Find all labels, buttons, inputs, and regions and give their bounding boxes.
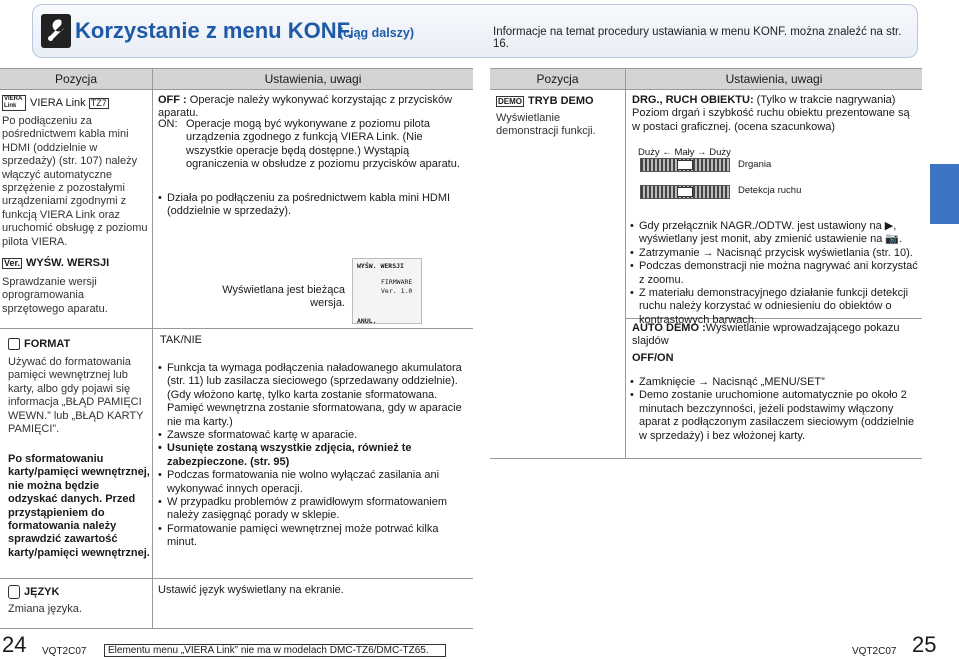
header-ustawienia-left: Ustawienia, uwagi <box>153 68 473 90</box>
auto-demo <box>632 322 920 349</box>
auto-demo-label: AUTO DEMO : <box>632 322 706 334</box>
divider <box>152 68 153 628</box>
footer-note: Elementu menu „VIERA Link” nie ma w modelach DMC-TZ6/DMC-TZ65. <box>104 644 446 657</box>
format-bullets <box>158 362 466 550</box>
format-bullet: • Funkcja ta wymaga podłączenia naładowanego akumulatora (str. 11) lub zasilacza sieciowego (sprzedawany oddzielnie). (Gdy włożono kartę, tylko karta zostanie sformatowana. Pamięć wewnętrzna zostanie sformatowana, gdy w aparacie nie ma karty.) <box>158 362 466 429</box>
doc-code-right: VQT2C07 <box>852 646 897 657</box>
format-bullet: • Usunięte zostaną wszystkie zdjęcia, również te zabezpieczone. (str. 95) <box>158 442 466 469</box>
screen-title: WYŚW. WERSJI <box>357 262 404 270</box>
page-number-left: 24 <box>2 632 27 657</box>
viera-link-label: VIERA Link <box>30 96 86 109</box>
format-desc: Używać do formatowania pamięci wewnętrznej lub karty, albo gdy pojawi się informacja „BŁĄD PAMIĘCI WEWN.” lub „BŁĄD KARTY PAMIĘCI”. <box>8 356 144 436</box>
demo-icon: DEMO <box>498 96 522 106</box>
demo-bullets <box>630 220 920 327</box>
format-bullet: • Zawsze sformatować kartę w aparacie. <box>158 429 466 442</box>
divider <box>0 578 473 579</box>
format-options: TAK/NIE <box>160 334 202 346</box>
viera-link-icon: VIERA Link <box>2 95 26 111</box>
version-note: Wyświetlana jest bieżąca wersja. <box>222 284 345 310</box>
language-item <box>8 585 148 599</box>
format-warning: Po sformatowaniu karty/pamięci wewnętrznej, nie można będzie odzyskać danych. Przed przystąpieniem do formatowania należy sprawdzić zawartość karty/pamięci wewnętrznej. <box>8 453 150 559</box>
viera-on-text: Operacje mogą być wykonywane z poziomu pilota urządzenia zgodnego z funkcją VIERA Link. (Nie wszystkie operacje będą dostępne.) Wystąpią ograniczenia w obsłudze z poziomu przycisków aparatu. <box>186 118 460 171</box>
format-item <box>8 338 148 351</box>
divider <box>0 328 473 329</box>
scale-large: Duży <box>638 147 660 158</box>
drgania-label: Drgania <box>738 159 772 170</box>
drg-block <box>632 94 920 134</box>
scale-small: Mały <box>674 147 695 158</box>
header-pozycja-right: Pozycja <box>490 68 625 90</box>
screen-firmware: FIRMWARE <box>381 278 413 286</box>
header-ustawienia-right: Ustawienia, uwagi <box>626 68 922 90</box>
page-title: Korzystanie z menu KONF. <box>75 18 354 43</box>
format-bullet: • W przypadku problemów z prawidłowym sformatowaniem należy zasięgnąć porady w sklepie. <box>158 496 466 523</box>
language-desc: Zmiana języka. <box>8 603 82 615</box>
viera-bullets <box>158 192 458 219</box>
screen-ver: Ver. 1.0 <box>381 287 413 295</box>
version-desc: Sprawdzanie wersji oprogramowania sprzętowego aparatu. <box>2 276 108 315</box>
title-continued: (ciąg dalszy) <box>339 26 415 40</box>
language-icon <box>8 585 20 599</box>
language-setting: Ustawić język wyświetlany na ekranie. <box>158 584 344 596</box>
wrench-icon <box>41 14 71 48</box>
demo-bullet: • Podczas demonstracji nie można nagrywać ani korzystać z zoomu. <box>630 260 920 287</box>
detekcja-label: Detekcja ruchu <box>738 185 802 196</box>
header-pozycja-left: Pozycja <box>0 68 152 90</box>
version-item <box>2 257 150 270</box>
screen-cancel: ANUL. <box>357 317 377 325</box>
drg-text: (Tylko w trakcie nagrywania) Poziom drgań i szybkość ruchu obiektu prezentowane są w postaci graficznej. (ocena szacunkowa) <box>632 94 910 133</box>
drg-label: DRG., RUCH OBIEKTU: <box>632 94 754 106</box>
version-label: WYŚW. WERSJI <box>26 257 110 269</box>
divider <box>625 68 626 458</box>
auto-demo-bullet: • Demo zostanie uruchomione automatycznie po około 2 minutach bezczynności, jeżeli podstawimy włączony aparat z podłączonym zasilaczem sieciowym (oddzielnie w sprzedaży) i bez włożonej karty. <box>630 389 920 443</box>
title-info: Informacje na temat procedury ustawiania w menu KONF. można znaleźć na str. 16. <box>493 26 902 50</box>
divider <box>0 628 473 629</box>
doc-code-left: VQT2C07 <box>42 646 87 657</box>
format-bullet: • Podczas formatowania nie wolno wyłączać zasilania ani wykonywać innych operacji. <box>158 469 466 496</box>
viera-off <box>158 94 468 121</box>
viera-link-item <box>2 95 150 111</box>
auto-demo-text: Wyświetlanie wprowadzającego pokazu slajdów <box>632 322 900 348</box>
demo-bullet: • Z materiału demonstracyjnego działanie funkcji detekcji ruchu należy korzystać w odniesieniu do obiektów o kontrastowych barwach. <box>630 287 920 327</box>
viera-link-desc: Po podłączeniu za pośrednictwem kabla mini HDMI (oddzielnie w sprzedaży) (str. 107) należy włączyć automatyczne sprzężenie z pozostałymi urządzeniami zgodnymi z funkcją VIERA Link oraz uruchomić obsługę z poziomu pilota VIERA. <box>2 115 148 248</box>
format-bullet: • Formatowanie pamięci wewnętrznej może potrwać kilka minut. <box>158 523 466 550</box>
demo-desc: Wyświetlanie demonstracji funkcji. <box>496 112 596 138</box>
version-icon: Ver. <box>4 257 21 268</box>
auto-demo-bullets <box>630 376 920 443</box>
viera-off-label: OFF : <box>158 94 187 106</box>
drgania-bar <box>640 158 730 172</box>
viera-bullet: • Działa po podłączeniu za pośrednictwem kabla mini HDMI (oddzielnie w sprzedaży). <box>158 192 458 219</box>
demo-bullet: • Zatrzymanie → Nacisnąć przycisk wyświetlania (str. 10). <box>630 247 920 260</box>
page-number-right: 25 <box>912 632 937 657</box>
scale-row: Duży ← Mały → Duży <box>638 147 731 158</box>
divider <box>490 458 922 459</box>
language-label: JĘZYK <box>24 585 60 598</box>
auto-demo-options: OFF/ON <box>632 352 674 364</box>
format-icon <box>8 338 20 350</box>
scale-large-2: Duży <box>709 147 731 158</box>
version-screen <box>352 258 422 324</box>
viera-off-text: Operacje należy wykonywać korzystając z przycisków aparatu. <box>158 94 453 120</box>
viera-on-label: ON: <box>158 118 178 130</box>
auto-demo-bullet: • Zamknięcie → Nacisnąć „MENU/SET” <box>630 376 920 389</box>
title-bar <box>32 4 918 58</box>
demo-bullet: • Gdy przełącznik NAGR./ODTW. jest ustawiony na ▶, wyświetlany jest monit, aby zmienić ustawienie na 📷. <box>630 220 920 247</box>
format-label: FORMAT <box>24 338 71 350</box>
demo-item <box>496 95 624 108</box>
detekcja-bar <box>640 185 730 199</box>
model-badge: TZ7 <box>90 97 107 108</box>
section-tab <box>930 164 959 224</box>
demo-label: TRYB DEMO <box>528 95 594 107</box>
